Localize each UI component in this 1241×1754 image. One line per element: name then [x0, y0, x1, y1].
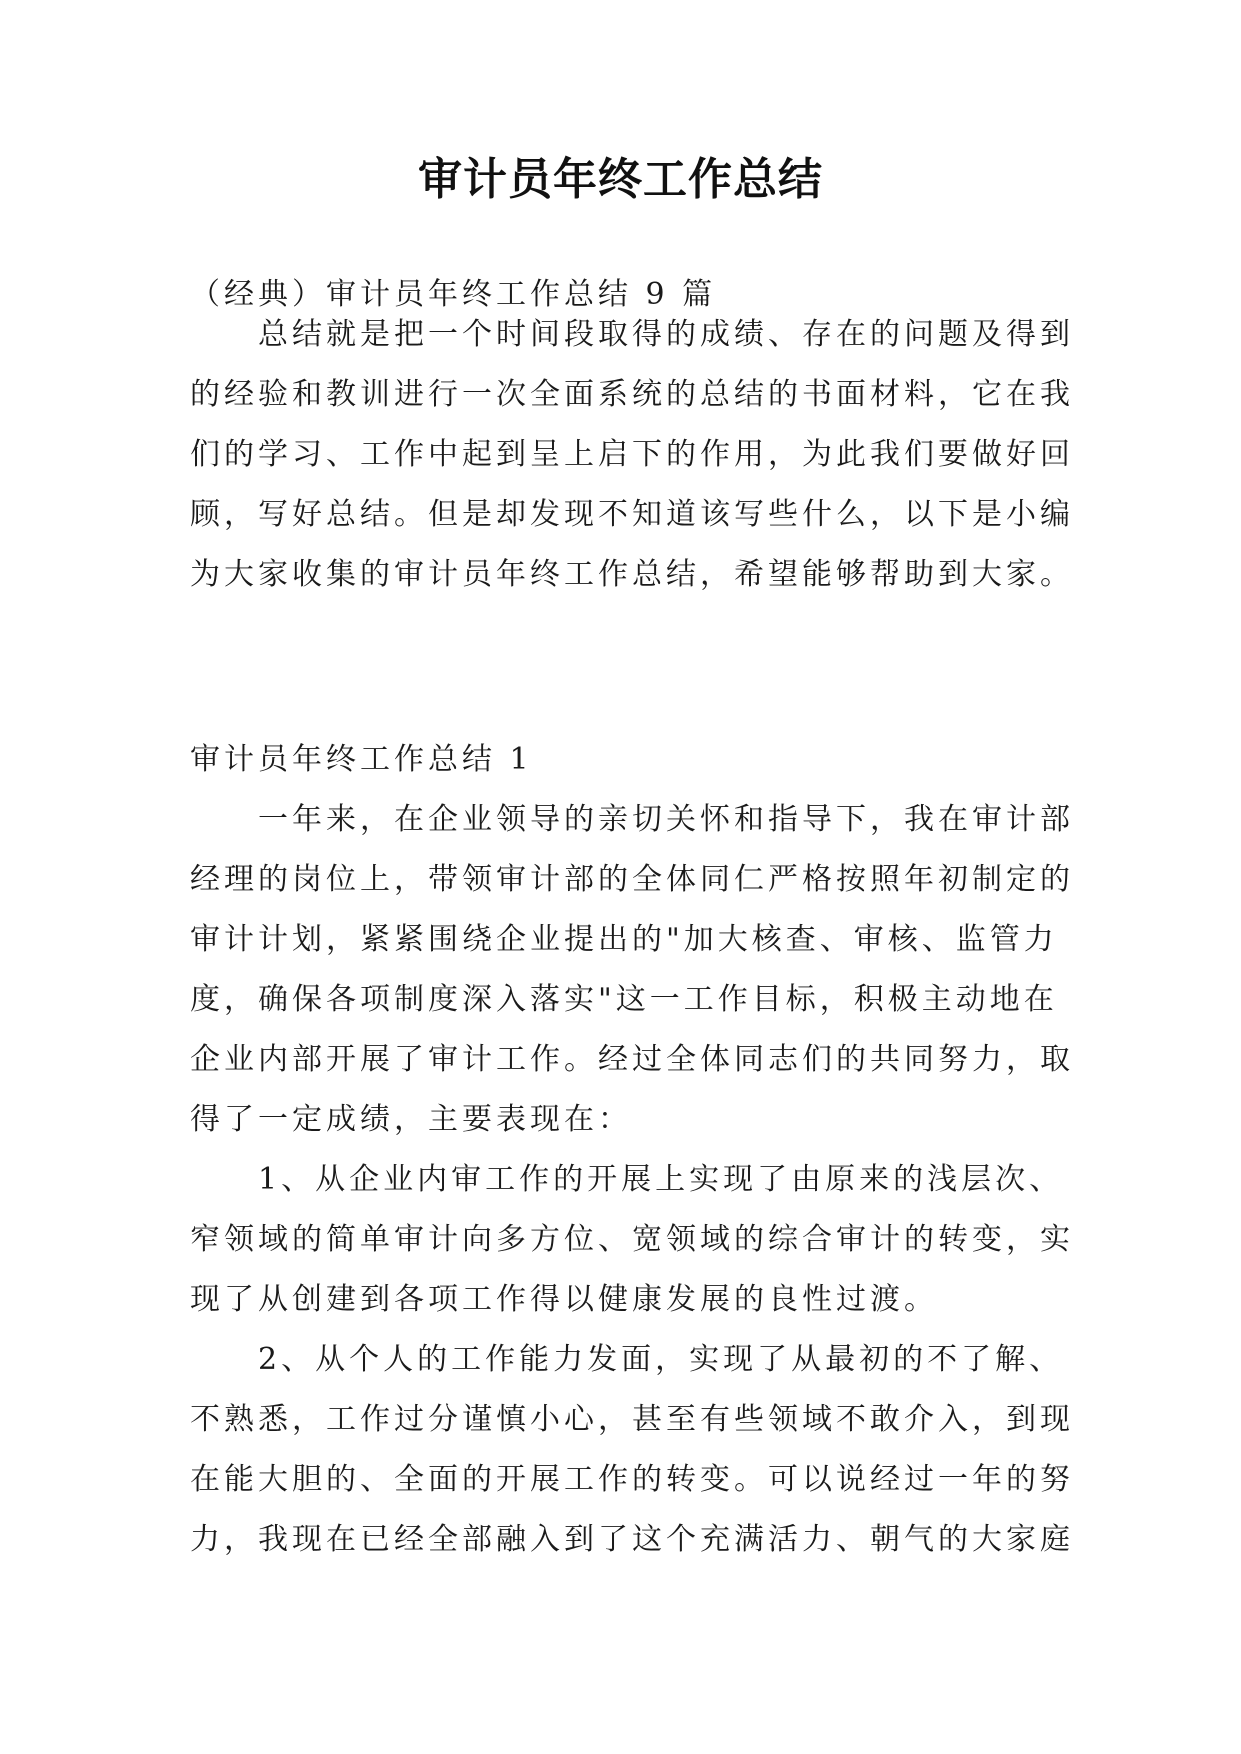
paragraph-line: 经理的岗位上，带领审计部的全体同仁严格按照年初制定的 [190, 862, 1074, 897]
document-subtitle: （经典）审计员年终工作总结 9 篇 [190, 277, 717, 312]
paragraph-line: 顾，写好总结。但是却发现不知道该写些什么，以下是小编 [190, 497, 1074, 532]
paragraph-line: 一年来，在企业领导的亲切关怀和指导下，我在审计部 [258, 802, 1074, 837]
section-1 [190, 730, 1074, 1570]
paragraph-line: 不熟悉，工作过分谨慎小心，甚至有些领域不敢介入，到现 [190, 1402, 1074, 1437]
intro-paragraph [190, 305, 1074, 605]
paragraph-line: 总结就是把一个时间段取得的成绩、存在的问题及得到 [258, 317, 1074, 352]
paragraph-line: 现了从创建到各项工作得以健康发展的良性过渡。 [190, 1282, 938, 1317]
paragraph-line: 1、从企业内审工作的开展上实现了由原来的浅层次、 [258, 1162, 1064, 1197]
section-heading: 审计员年终工作总结 1 [190, 742, 533, 777]
paragraph-line: 力，我现在已经全部融入到了这个充满活力、朝气的大家庭 [190, 1522, 1074, 1557]
paragraph-line: 审计计划，紧紧围绕企业提出的"加大核查、审核、监管力 [190, 922, 1058, 957]
paragraph-line: 得了一定成绩，主要表现在： [190, 1102, 632, 1137]
paragraph-line: 为大家收集的审计员年终工作总结，希望能够帮助到大家。 [190, 557, 1074, 592]
paragraph-line: 度，确保各项制度深入落实"这一工作目标，积极主动地在 [190, 982, 1058, 1017]
paragraph-line: 窄领域的简单审计向多方位、宽领域的综合审计的转变，实 [190, 1222, 1074, 1257]
document-title: 审计员年终工作总结 [418, 154, 823, 205]
paragraph-line: 们的学习、工作中起到呈上启下的作用，为此我们要做好回 [190, 437, 1074, 472]
paragraph-line: 2、从个人的工作能力发面，实现了从最初的不了解、 [258, 1342, 1064, 1377]
paragraph-line: 企业内部开展了审计工作。经过全体同志们的共同努力，取 [190, 1042, 1074, 1077]
paragraph-line: 在能大胆的、全面的开展工作的转变。可以说经过一年的努 [190, 1462, 1074, 1497]
paragraph-line: 的经验和教训进行一次全面系统的总结的书面材料，它在我 [190, 377, 1074, 412]
